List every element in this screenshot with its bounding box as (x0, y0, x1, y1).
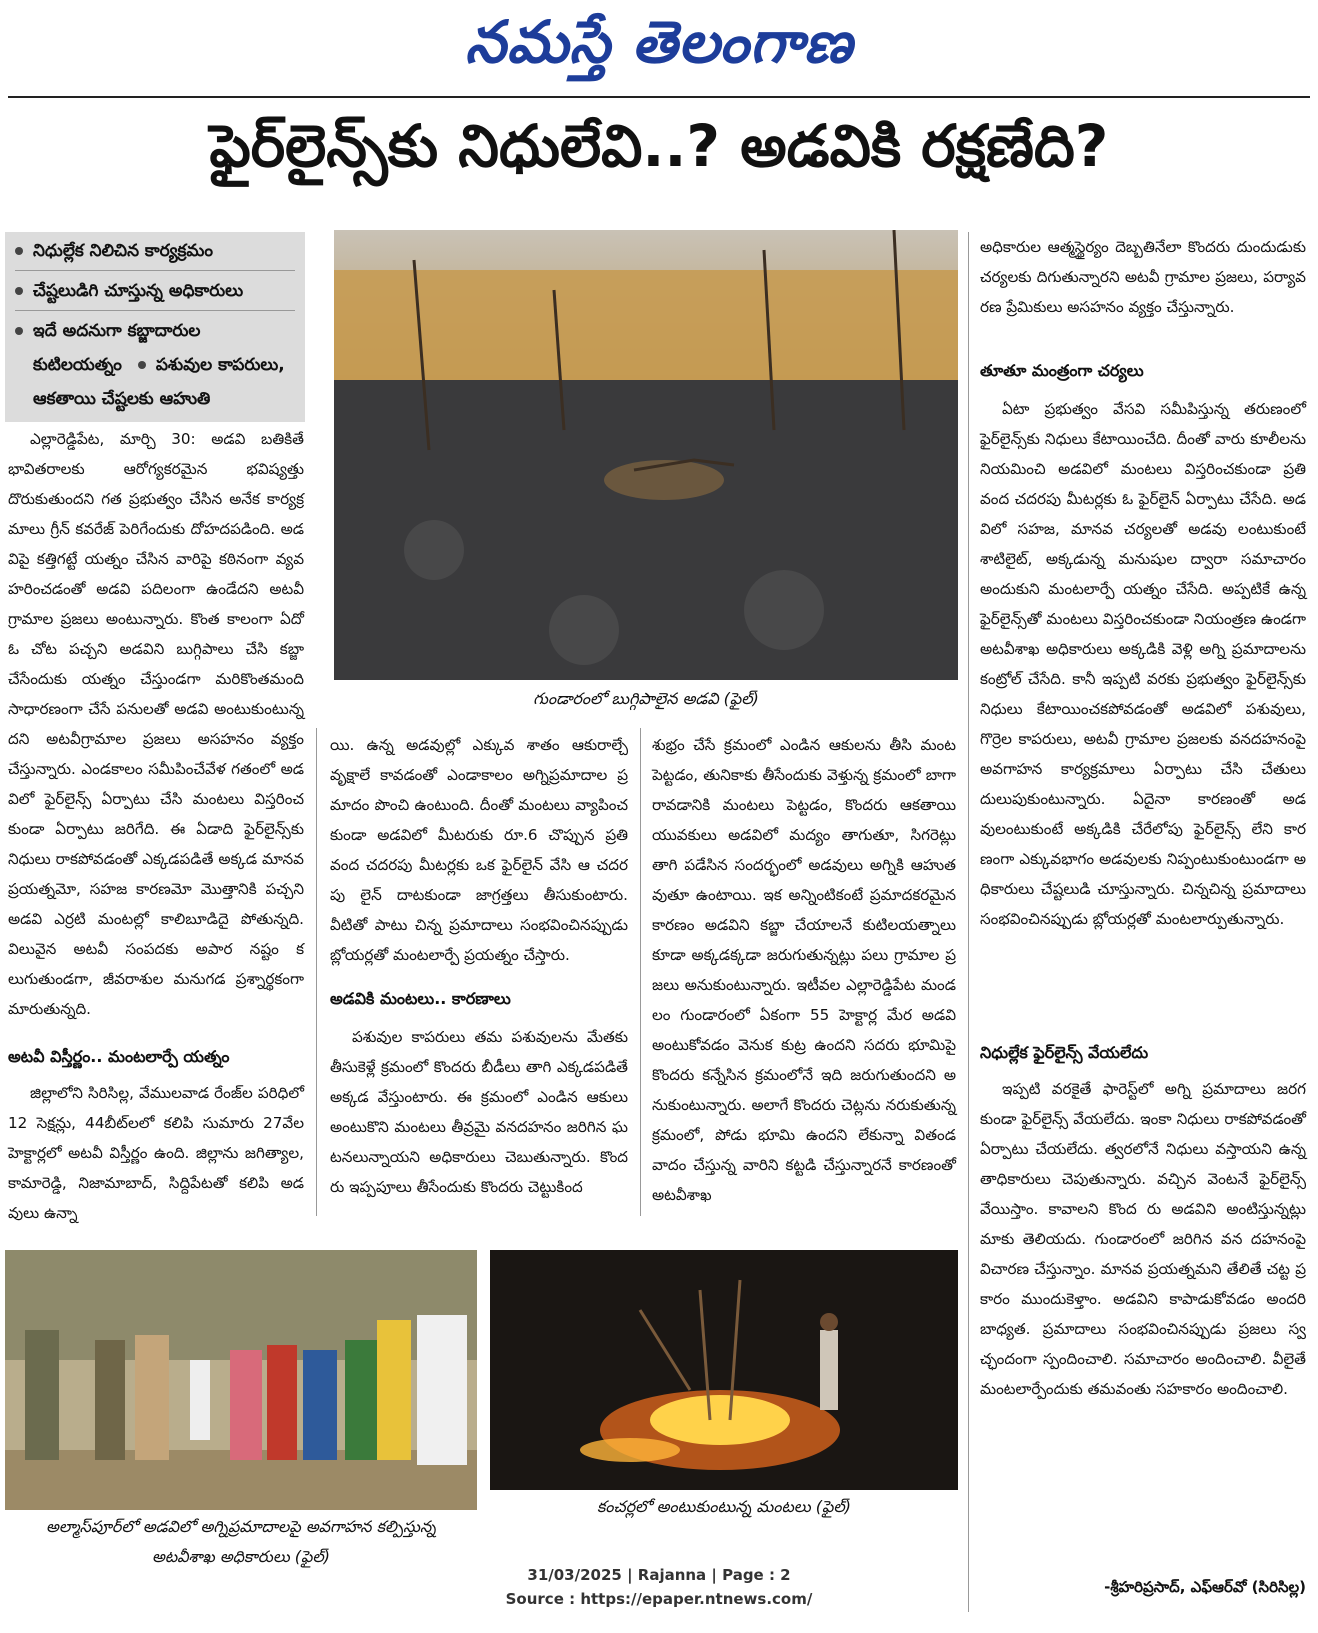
column-1-continued (8, 1078, 304, 1228)
column-2-continued (330, 1022, 628, 1202)
newspaper-masthead: నమస్తే తెలంగాణ (465, 8, 853, 76)
source-link[interactable]: Source : https://epaper.ntnews.com/ (505, 1590, 813, 1608)
article-paragraph: ఏటా ప్రభుత్వం వేసవి సమీపిస్తున్న తరుణంలో ఫైర్‌లైన్స్‌కు నిధులు కేటాయించేది. దీంతో వారు కూలీలను నియమించి అడవిలో మంటలు విస్తరించకుండా ప్రతి వంద చదరపు మీటర్లకు ఓ ఫైర్‌లైన్ ఏర్పాటు చేసేది. అడవిలో సహజ, మానవ చర్యలతో అడవు లంటుకుంటే శాటిలైట్, అక్కడున్న మనుషుల ద్వారా సమాచారం అందుకుని మంటలార్పే యత్నం చేసేది. అప్పటికే ఉన్న ఫైర్‌లైన్స్‌తో మంటలు విస్తరించకుండా నియంత్రణ ఉండగా అటవీశాఖ అధికారులు అక్కడికి వెళ్లి అగ్ని ప్రమాదాలను కంట్రోల్ చేసేది. కానీ ఇప్పటి వరకు ప్రభుత్వం ఫైర్‌లైన్స్‌కు నిధులు కేటాయించకపోవడంతో అడవిలో పశువులు, గొర్రెల కాపరులు, అటవీ గ్రామాల ప్రజలకు వనదహనంపై అవగాహన కార్యక్రమాలు ఏర్పాటు చేసి చేతులు దులుపుకుంటున్నారు. ఏదైనా కారణంతో అడవులంటుకుంటే అక్కడికి చేరేలోపు ఫైర్‌లైన్స్ లేని కారణంగా ఎక్కువభాగం అడవులకు నిప్పంటుకుంటుండగా అధికారులు చేష్టలుడి చూస్తున్నారు. చిన్నచిన్న ప్రమాదాలు సంభవించినప్పుడు బ్లోయర్లతో మంటలార్పుతున్నారు. (980, 400, 1306, 928)
highlight-item: నిధుల్లేక నిలిచిన కార్యక్రమం (15, 234, 300, 268)
burnt-forest-photo (334, 230, 958, 680)
bullet-icon (15, 327, 23, 335)
column-3 (652, 730, 956, 1210)
column-4-continued (980, 394, 1306, 934)
column-4 (980, 232, 1306, 322)
column-4-interview (980, 1074, 1306, 1404)
bottom-right-photo-caption: కంచర్లలో అంటుకుంటున్న మంటలు (ఫైల్) (597, 1497, 851, 1516)
subheading: అటవీ విస్తీర్ణం.. మంటలార్పే యత్నం (8, 1047, 230, 1066)
edition-info: 31/03/2025 | Rajanna | Page : 2 (527, 1566, 791, 1584)
highlight-item: ఇదే అదనుగా కబ్జాదారుల (15, 314, 300, 348)
article-paragraph: పశువుల కాపరులు తమ పశువులను మేతకు తీసుకెళ్లే క్రమంలో కొందరు బీడీలు తాగి ఎక్కడపడితే అక్కడ వేస్తుంటారు. ఈ క్రమంలో ఎండిన ఆకులు అంటుకొని మంటలు తీవ్రమై వనదహనం జరిగిన ఘటనలున్నాయని అధికారులు చెబుతున్నారు. కొందరు ఇప్పపూలు తీసేందుకు కొందరు చెట్టుకింద (330, 1028, 628, 1196)
top-photo-caption: గుండారంలో బుగ్గిపాలైన అడవి (ఫైల్) (533, 689, 759, 708)
highlight-item: కుటిలయత్నం పశువుల కాపరులు, (33, 355, 285, 375)
article-paragraph: జిల్లాలోని సిరిసిల్ల, వేములవాడ రేంజ్‌ల పరిధిలో 12 సెక్షన్లు, 44బీట్‌లలో కలిపి సుమారు 27వేల హెక్టార్లలో అటవీ విస్తీర్ణం ఉంది. జిల్లాను జగిత్యాల, కామారెడ్డి, నిజామాబాద్, సిద్దిపేటతో కలిపి అడవులు ఉన్నా (8, 1084, 304, 1222)
article-paragraph: యి. ఉన్న అడవుల్లో ఎక్కువ శాతం ఆకురాల్చే వృక్షాలే కావడంతో ఎండాకాలం అగ్నిప్రమాదాల ప్రమాదం పొంచి ఉంటుంది. దీంతో మంటలు వ్యాపించకుండా అడవిలో మీటరుకు రూ.6 చొప్పున ప్రతి వంద చదరపు మీటర్లకు ఒక ఫైర్‌లైన్ వేసి ఆ చదరపు లైన్ దాటకుండా జాగ్రత్తలు తీసుకుంటారు. వీటితో పాటు చిన్న ప్రమాదాలు సంభవించినప్పుడు బ్లోయర్లతో మంటలార్పే ప్రయత్నం చేస్తారు. (330, 736, 628, 964)
highlight-item: ఆకతాయి చేష్టలకు ఆహుతి (33, 389, 211, 409)
bottom-left-photo-caption: అల్మాస్‌పూర్‌లో అడవిలో అగ్నిప్రమాదాలపై అవగాహన కల్పిస్తున్న అటవీశాఖ అధికారులు (ఫైల్) (46, 1517, 436, 1566)
highlight-item: చేష్టలుడిగి చూస్తున్న అధికారులు (15, 274, 300, 308)
article-paragraph: శుభ్రం చేసే క్రమంలో ఎండిన ఆకులను తీసి మంటపెట్టడం, తునికాకు తీసేందుకు వెళ్తున్న క్రమంలో బాగా రావడానికి మంటలు పెట్టడం, కొందరు ఆకతాయి యువకులు అడవిలో మద్యం తాగుతూ, సిగరెట్లు తాగి పడేసిన సందర్భంలో అడవులు అగ్నికి ఆహుతవుతూ ఉంటాయి. ఇక అన్నింటికంటే ప్రమాదకరమైన కారణం అడవిని కబ్జా చేయాలనే కుటిలయత్నాలు కూడా అక్కడక్కడా జరుగుతున్నట్లు పలు గ్రామాల ప్రజలు అనుకుంటున్నారు. ఇటీవల ఎల్లారెడ్డిపేట మండలం గుండారంలో ఏకంగా 55 హెక్టార్ల మేర అడవి అంటుకోవడం వెనుక కుట్ర ఉందని సదరు భూమిపై కొందరు కన్నేసిన క్రమంలోనే ఇది జరుగుతుందని అనుకుంటున్నారు. అలాగే కొందరు చెట్లను నరుకుతున్న క్రమంలో, పోడు భూమి ఉందని లేకున్నా వితండవాదం చేస్తున్న వారిని కట్టడి చేస్తున్నారనే కారణంతో అటవీశాఖ (652, 736, 956, 1204)
bullet-icon (15, 287, 23, 295)
awareness-meeting-photo (5, 1250, 477, 1510)
article-paragraph: ఎల్లారెడ్డిపేట, మార్చి 30: అడవి బతికితే భావితరాలకు ఆరోగ్యకరమైన భవిష్యత్తు దొరుకుతుందని గత ప్రభుత్వం చేసిన అనేక కార్యక్రమాలు గ్రీన్ కవరేజ్ పెరిగేందుకు దోహదపడింది. అడవిపై కత్తిగట్టే యత్నం చేసిన వారిపై కఠినంగా వ్యవహరించడంతో అడవి పదిలంగా ఉండేదని అటవీ గ్రామాల ప్రజలు అంటున్నారు. కొంత కాలంగా ఏదో ఓ చోట పచ్చని అడవిని బుగ్గిపాలు చేసి కబ్జా చేసేందుకు యత్నం చేస్తుండగా మరికొంతమంది సాధారణంగా చేసే పనులతో అడవి అంటుకుంటున్నదని అటవీగ్రామాల ప్రజలు అసహనం వ్యక్తం చేస్తున్నారు. ఎండకాలం సమీపించేవేళ గతంలో అడవిలో ఫైర్‌లైన్స్ ఏర్పాటు చేసి మంటలు విస్తరించకుండా ఏర్పాటు జరిగేది. ఈ ఏడాది ఫైర్‌లైన్స్‌కు నిధులు రాకపోవడంతో ఎక్కడపడితే అక్కడ మానవ ప్రయత్నమో, సహజ కారణమో మొత్తానికి పచ్చని అడవి ఎర్రటి మంటల్లో కాలిబూడిదై పోతున్నది. విలువైన అటవీ సంపదకు అపార నష్టం కలుగుతుండగా, జీవరాశుల మనుగడ ప్రశ్నార్థకంగా మారుతున్నది. (8, 430, 304, 1018)
article-paragraph: ఇప్పటి వరకైతే ఫారెస్ట్‌లో అగ్ని ప్రమాదాలు జరగకుండా ఫైర్‌లైన్స్ వేయలేదు. ఇంకా నిధులు రాకపోవడంతో ఏర్పాటు చేయలేదు. త్వరలోనే నిధులు వస్తాయని ఉన్నతాధికారులు చెపుతున్నారు. వచ్చిన వెంటనే ఫైర్‌లైన్స్ వేయిస్తాం. కావాలని కొంద రు అడవిని అంటిస్తున్నట్లు మాకు తెలియదు. గుండారంలో జరిగిన వన దహనంపై విచారణ చేస్తున్నాం. మానవ ప్రయత్నమని తేలితే చట్ట ప్రకారం ముందుకెళ్తాం. అడవిని కాపాడుకోవడం అందరి బాధ్యత. ప్రమాదాలు సంభవించినప్పుడు ప్రజలు స్వచ్ఛందంగా స్పందించాలి. సమాచారం అందించాలి. వీలైతే మంటలార్పేందుకు తమవంతు సహకారం అందించాలి. (980, 1080, 1306, 1398)
masthead-divider (8, 96, 1310, 98)
bullet-icon (138, 361, 146, 369)
bullet-icon (15, 247, 23, 255)
subheading: నిధుల్లేక ఫైర్‌లైన్స్ వేయలేదు (980, 1043, 1149, 1062)
column-2 (330, 730, 628, 970)
subheading: తూతూ మంత్రంగా చర్యలు (980, 361, 1144, 380)
column-1 (8, 424, 304, 1024)
highlights-box (5, 232, 305, 422)
forest-fire-photo (490, 1250, 958, 1490)
article-paragraph: అధికారుల ఆత్మస్థైర్యం దెబ్బతినేలా కొందరు దుందుడుకు చర్యలకు దిగుతున్నారని అటవీ గ్రామాల ప్రజలు, పర్యావరణ ప్రేమికులు అసహనం వ్యక్తం చేస్తున్నారు. (980, 238, 1306, 316)
article-headline: ఫైర్‌లైన్స్‌కు నిధులేవి..? అడవికి రక్షణేది? (209, 112, 1109, 180)
quote-attribution: -శ్రీహరిప్రసాద్, ఎఫ్‌ఆర్‌వో (సిరిసిల్ల) (1104, 1578, 1306, 1596)
subheading: అడవికి మంటలు.. కారణాలు (330, 989, 511, 1008)
